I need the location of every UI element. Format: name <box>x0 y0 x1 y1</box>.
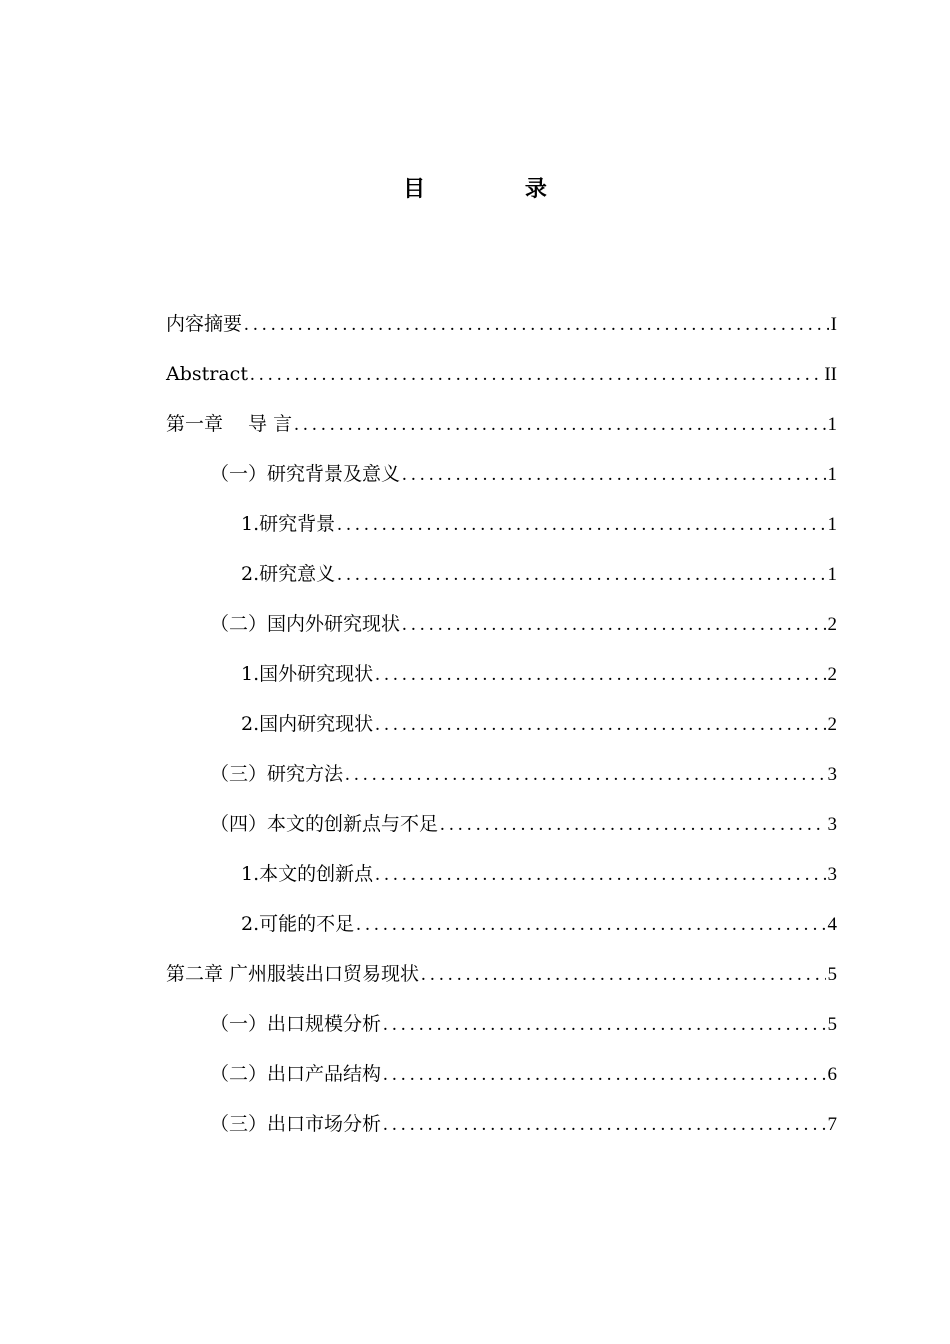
toc-page-number: 1 <box>827 414 837 435</box>
dot-leader <box>337 506 825 544</box>
toc-page-number: 6 <box>827 1064 837 1085</box>
dot-leader <box>402 606 825 644</box>
toc-entry[interactable] <box>166 905 837 955</box>
toc-entry-text: （二）出口产品结构 <box>210 1063 382 1085</box>
toc-entry[interactable] <box>166 555 837 605</box>
dot-leader <box>383 1106 825 1144</box>
toc-page-number: 5 <box>827 1014 837 1035</box>
dot-leader <box>383 1006 825 1044</box>
dot-leader <box>440 806 825 844</box>
toc-entry-text: 第二章 广州服装出口贸易现状 <box>166 963 420 985</box>
dot-leader <box>337 556 825 594</box>
dot-leader <box>402 456 825 494</box>
dot-leader <box>244 306 829 344</box>
toc-entry[interactable] <box>166 1105 837 1155</box>
toc-entry[interactable] <box>166 605 837 655</box>
toc-entry-text: 内容摘要 <box>166 313 243 335</box>
toc-entry-text: （三）研究方法 <box>210 763 344 785</box>
dot-leader <box>375 656 825 694</box>
toc-page-number: 2 <box>827 714 837 735</box>
toc-page-number: 1 <box>827 564 837 585</box>
toc-entry[interactable] <box>166 1055 837 1105</box>
toc-entry[interactable] <box>166 955 837 1005</box>
toc-entry-text: 2.研究意义 <box>241 563 336 585</box>
dot-leader <box>356 906 825 944</box>
toc-entry[interactable] <box>166 355 837 405</box>
dot-leader <box>345 756 825 794</box>
toc-entry[interactable] <box>166 705 837 755</box>
toc-page-number: 2 <box>827 664 837 685</box>
toc-entry[interactable] <box>166 505 837 555</box>
dot-leader <box>421 956 825 994</box>
dot-leader <box>375 856 825 894</box>
dot-leader <box>383 1056 825 1094</box>
toc-entry-text: （一）出口规模分析 <box>210 1013 382 1035</box>
toc-page-number: 1 <box>827 514 837 535</box>
toc-page-number: 2 <box>827 614 837 635</box>
toc-entry-text: 1.本文的创新点 <box>241 863 374 885</box>
toc-entry[interactable] <box>166 755 837 805</box>
toc-page-number: 1 <box>827 464 837 485</box>
toc-page-number: 4 <box>827 914 837 935</box>
toc-entry-text: 2.可能的不足 <box>241 913 355 935</box>
dot-leader <box>250 356 822 394</box>
toc-entry[interactable] <box>166 305 837 355</box>
toc-entry-text: （四）本文的创新点与不足 <box>210 813 439 835</box>
toc-entry-text: （二）国内外研究现状 <box>210 613 401 635</box>
toc-title: 目 录 <box>403 177 593 202</box>
toc-page-number: 5 <box>827 964 837 985</box>
toc-page-number: II <box>824 364 837 385</box>
toc-entry[interactable] <box>166 655 837 705</box>
toc-entry[interactable] <box>166 805 837 855</box>
toc-page-number: 3 <box>827 814 837 835</box>
toc-page-number: 3 <box>827 864 837 885</box>
toc-entry-text: Abstract <box>166 363 248 385</box>
toc-entry[interactable] <box>166 855 837 905</box>
toc-entry[interactable] <box>166 455 837 505</box>
toc-entry-text: 2.国内研究现状 <box>241 713 374 735</box>
toc-page-number: 3 <box>827 764 837 785</box>
toc-entry[interactable] <box>166 405 837 455</box>
toc-page-number: 7 <box>827 1114 837 1135</box>
toc-entry-text: （三）出口市场分析 <box>210 1113 382 1135</box>
toc-entry-text: 第一章 导 言 <box>166 413 293 435</box>
toc-entry-text: 1.国外研究现状 <box>241 663 374 685</box>
toc-entry-text: （一）研究背景及意义 <box>210 463 401 485</box>
dot-leader <box>294 406 825 444</box>
table-of-contents <box>166 305 837 1155</box>
dot-leader <box>375 706 825 744</box>
toc-entry-text: 1.研究背景 <box>241 513 336 535</box>
toc-page-number: I <box>830 314 837 335</box>
toc-entry[interactable] <box>166 1005 837 1055</box>
